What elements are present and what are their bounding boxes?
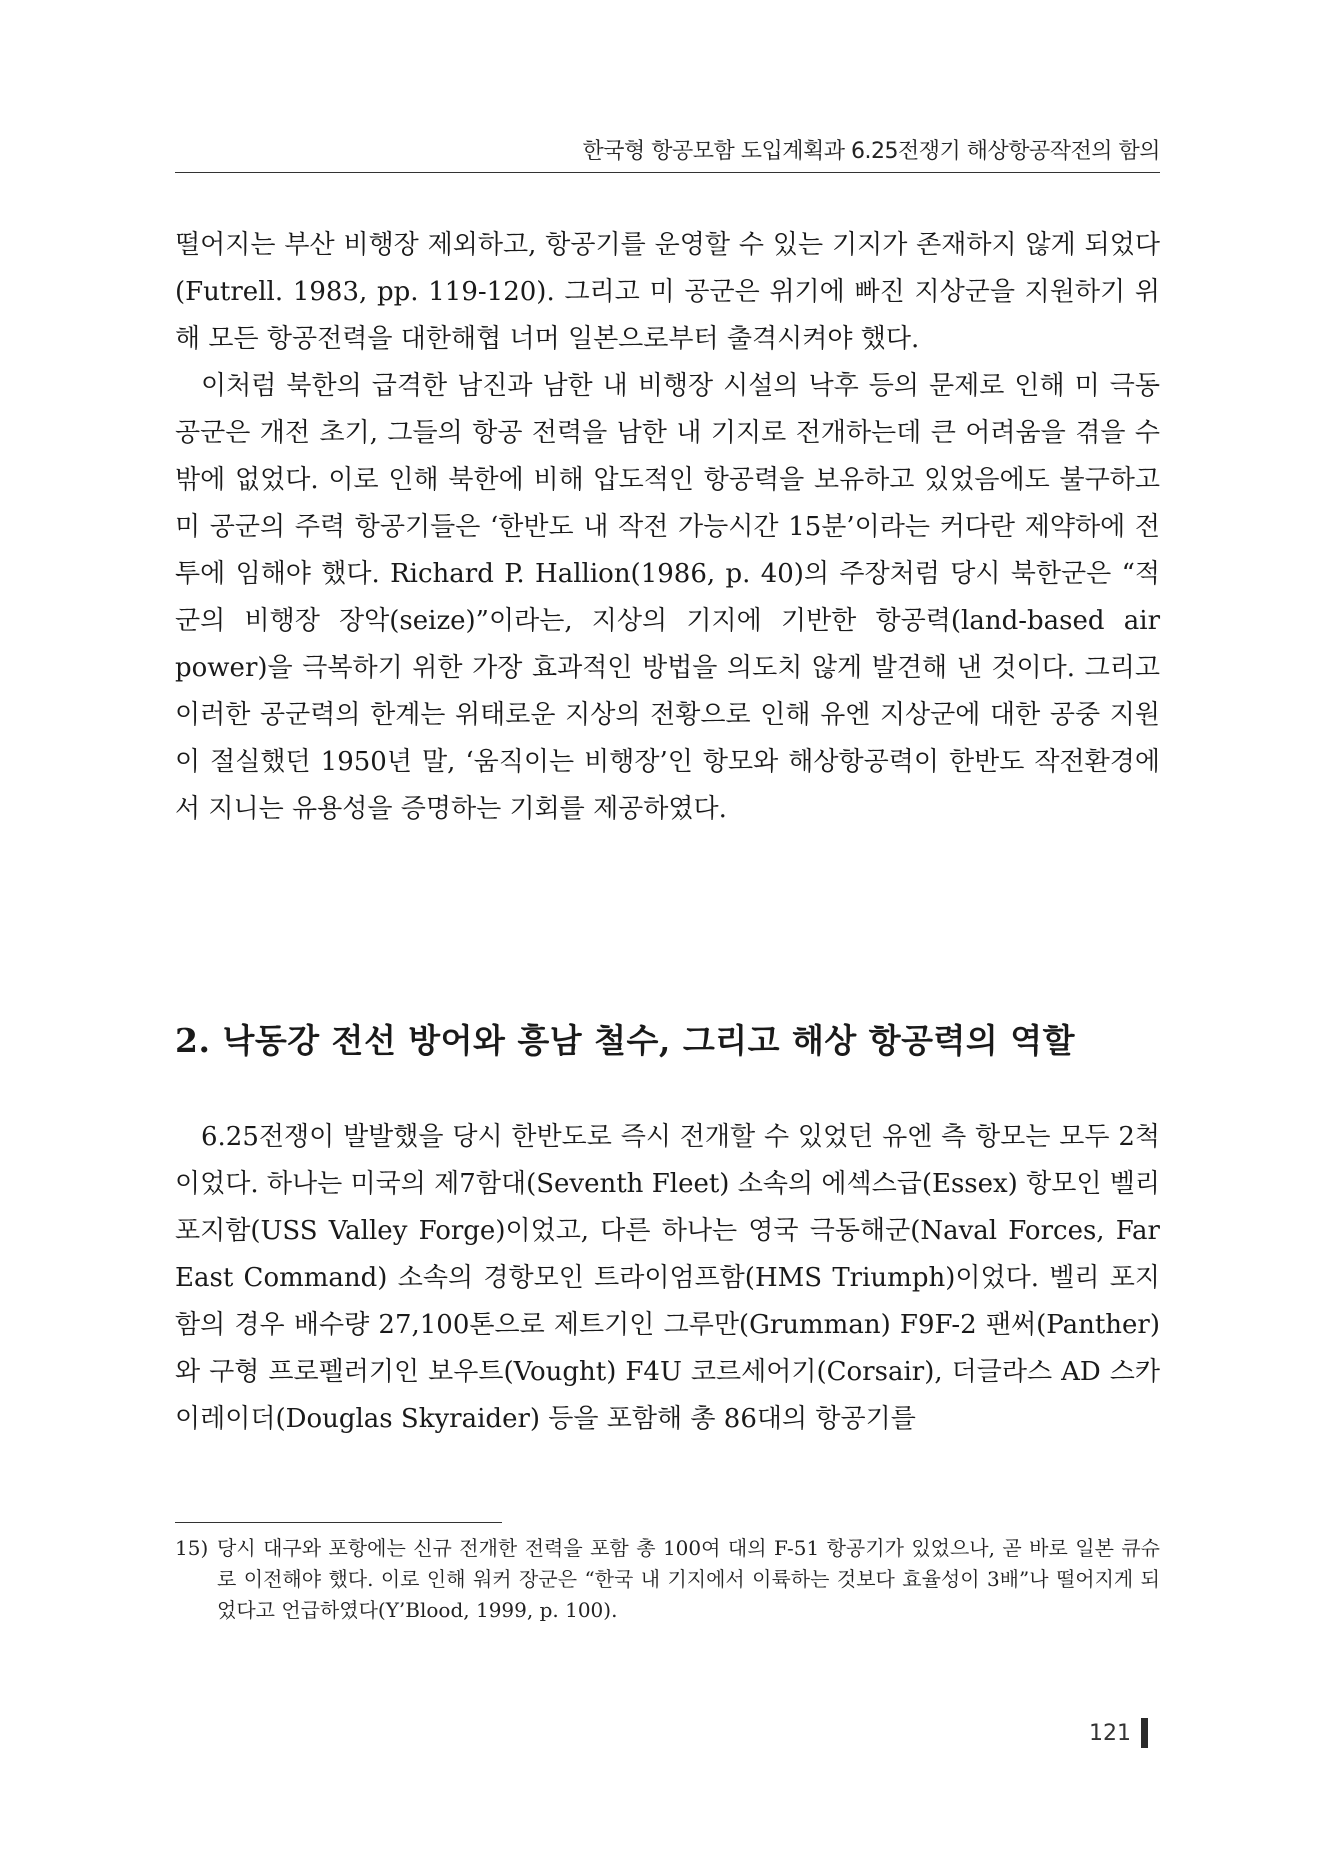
footnote [175,1533,1160,1626]
body-text-upper [175,222,1160,833]
footnote-rule [175,1522,502,1523]
header-rule [175,172,1160,173]
paragraph-2: 이처럼 북한의 급격한 남진과 남한 내 비행장 시설의 낙후 등의 문제로 인해 미 극동공군은 개전 초기, 그들의 항공 전력을 남한 내 기지로 전개하는데 큰 어려움을 겪을 수밖에 없었다. 이로 인해 북한에 비해 압도적인 항공력을 보유하고 있었음에도 불구하고 미 공군의 주력 항공기들은 ‘한반도 내 작전 가능시간 15분’이라는 커다란 제약하에 전투에 임해야 했다. Richard P. Hallion(1986, p. 40)의 주장처럼 당시 북한군은 “적군의 비행장 장악(seize)”이라는, 지상의 기지에 기반한 항공력(land-based air power)을 극복하기 위한 가장 효과적인 방법을 의도치 않게 발견해 낸 것이다. 그리고 이러한 공군력의 한계는 위태로운 지상의 전황으로 인해 유엔 지상군에 대한 공중 지원이 절실했던 1950년 말, ‘움직이는 비행장’인 항모와 해상항공력이 한반도 작전환경에서 지니는 유용성을 증명하는 기회를 제공하였다. [175,371,1160,824]
paragraph-3: 6.25전쟁이 발발했을 당시 한반도로 즉시 전개할 수 있었던 유엔 측 항모는 모두 2척이었다. 하나는 미국의 제7함대(Seventh Fleet) 소속의 에섹스급(Essex) 항모인 벨리 포지함(USS Valley Forge)이었고, 다른 하나는 영국 극동해군(Naval Forces, Far East Command) 소속의 경항모인 트라이엄프함(HMS Triumph)이었다. 벨리 포지함의 경우 배수량 27,100톤으로 제트기인 그루만(Grumman) F9F-2 팬써(Panther)와 구형 프로펠러기인 보우트(Vought) F4U 코르세어기(Corsair), 더글라스 AD 스카이레이더(Douglas Skyraider) 등을 포함해 총 86대의 항공기를 [175,1122,1160,1434]
page-number-bar [1141,1718,1148,1748]
paragraph-1: 떨어지는 부산 비행장 제외하고, 항공기를 운영할 수 있는 기지가 존재하지 않게 되었다(Futrell. 1983, pp. 119-120). 그리고 미 공군은 위기에 빠진 지상군을 지원하기 위해 모든 항공전력을 대한해협 너머 일본으로부터 출격시켜야 했다. [175,230,1160,354]
page-number [1089,1718,1148,1748]
section-heading: 2. 낙동강 전선 방어와 흥남 철수, 그리고 해상 항공력의 역할 [175,1021,1076,1060]
body-text-lower [175,1114,1160,1443]
footnote-text: 당시 대구와 포항에는 신규 전개한 전력을 포함 총 100여 대의 F-51 항공기가 있었으나, 곧 바로 일본 큐슈로 이전해야 했다. 이로 인해 워커 장군은 “한국 내 기지에서 이륙하는 것보다 효율성이 3배”나 떨어지게 되었다고 언급하였다(Y’Blood, 1999, p. 100). [217,1536,1160,1622]
running-header: 한국형 항공모함 도입계획과 6.25전쟁기 해상항공작전의 함의 [582,139,1160,164]
page-number-label: 121 [1089,1720,1131,1746]
footnote-number: 15) [175,1536,209,1560]
